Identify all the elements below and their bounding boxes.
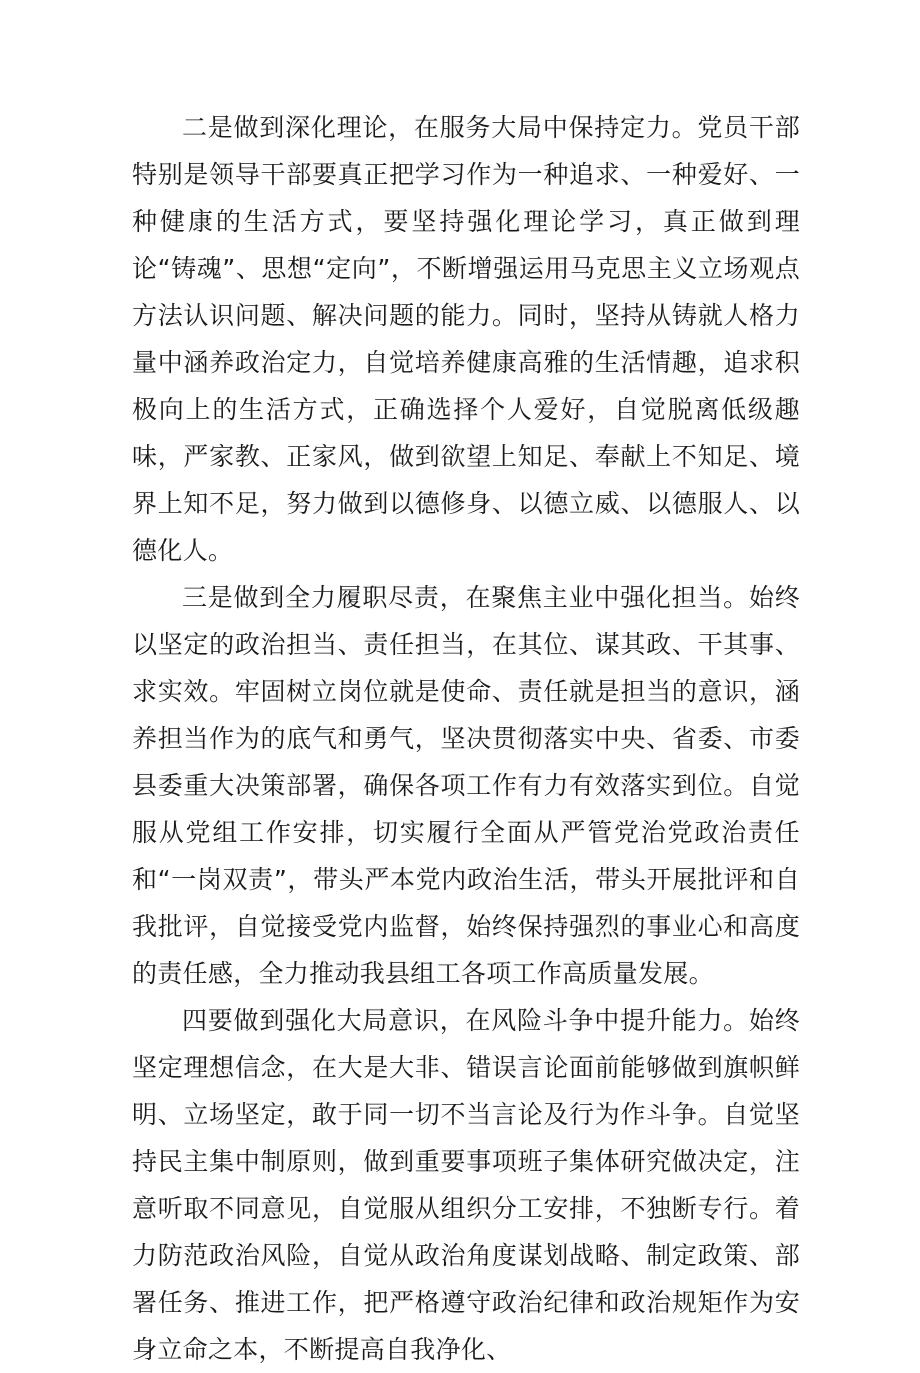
document-body xyxy=(132,104,800,1373)
paragraph-3: 三是做到全力履职尽责，在聚焦主业中强化担当。始终以坚定的政治担当、责任担当，在其位、谋其政、干其事、求实效。牢固树立岗位就是使命、责任就是担当的意识，涵养担当作为的底气和勇气，坚决贯彻落实中央、省委、市委县委重大决策部署，确保各项工作有力有效落实到位。自觉服从党组工作安排，切实履行全面从严管党治党政治责任和“一岗双责”，带头严本党内政治生活，带头开展批评和自我批评，自觉接受党内监督，始终保持强烈的事业心和高度的责任感，全力推动我县组工各项工作高质量发展。 xyxy=(132,583,800,988)
paragraph-2: 二是做到深化理论，在服务大局中保持定力。党员干部特别是领导干部要真正把学习作为一种追求、一种爱好、一种健康的生活方式，要坚持强化理论学习，真正做到理论“铸魂”、思想“定向”，不断增强运用马克思主义立场观点方法认识问题、解决问题的能力。同时，坚持从铸就人格力量中涵养政治定力，自觉培养健康高雅的生活情趣，追求积极向上的生活方式，正确选择个人爱好，自觉脱离低级趣味，严家教、正家风，做到欲望上知足、奉献上不知足、境界上知不足，努力做到以德修身、以德立威、以德服人、以德化人。 xyxy=(132,113,800,565)
paragraph-4: 四要做到强化大局意识，在风险斗争中提升能力。始终坚定理想信念，在大是大非、错误言论面前能够做到旗帜鲜明、立场坚定，敢于同一切不当言论及行为作斗争。自觉坚持民主集中制原则，做到重要事项班子集体研究做决定，注意听取不同意见，自觉服从组织分工安排，不独断专行。着力防范政治风险，自觉从政治角度谋划战略、制定政策、部署任务、推进工作，把严格遵守政治纪律和政治规矩作为安身立命之本，不断提高自我净化、 xyxy=(132,1006,800,1364)
